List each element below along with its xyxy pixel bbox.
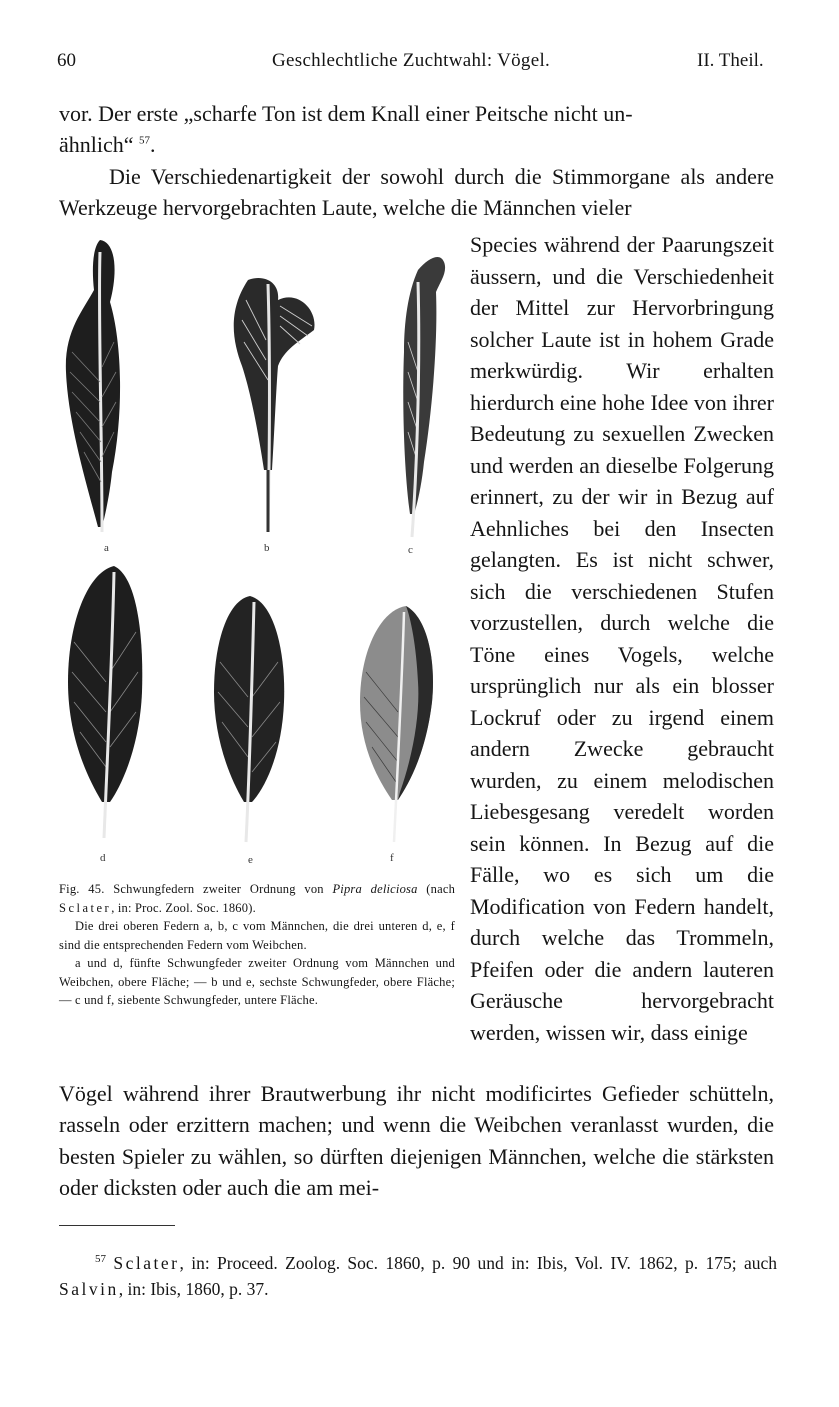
footnote-author-1: Sclater [113,1253,180,1273]
footnote-ref: 57 [139,134,151,147]
feather-a-illustration [58,232,138,542]
paragraph-intro: Die Verschiedenartigkeit der sowohl durch die Stimmorgane als andere Werkzeuge hervorgebrachten Laute, welche die Männchen vieler [59,163,774,220]
caption-author: Sclater [59,900,112,915]
feather-d-illustration [62,562,152,842]
figure-label-d: d [100,852,106,864]
caption-title: Schwungfedern zweiter Ordnung von [113,882,324,896]
top-text-block [59,98,774,223]
caption-source-post: , in: Proc. Zool. Soc. 1860). [111,900,256,915]
feather-c-illustration [388,252,458,542]
figure-caption [59,880,455,1010]
part-label: II. Theil. [697,50,764,71]
continued-end: . [150,132,156,158]
figure-label-e: e [248,854,253,866]
footnote-mark: 57 [95,1253,106,1266]
caption-species: Pipra deliciosa [332,882,418,896]
figure-label-b: b [264,542,270,554]
continued-text: vor. Der erste „scharfe Ton ist dem Knall einer Peitsche nicht un- [59,101,633,126]
feather-e-illustration [206,592,296,847]
feather-figure [58,232,462,874]
footnote-text-1: , in: Proceed. Zoolog. Soc. 1860, p. 90 und in: Ibis, Vol. IV. 1862, p. 175; auch [179,1253,778,1273]
wrapped-column [470,229,774,1048]
bottom-paragraph: Vögel während ihrer Brautwerbung ihr nicht modificirtes Gefieder schütteln, rasseln oder erzittern machen; und wenn die Weibchen veranlasst wurden, die besten Spieler zu wählen, so dürften diejenigen Männchen, welche die stärksten oder dicksten oder auch die am mei- [59,1081,774,1200]
figure-label-c: c [408,544,413,556]
caption-paragraph-2: Die drei oberen Federn a, b, c vom Männchen, die drei unteren d, e, f sind die entsprechenden Federn vom Weibchen. [59,919,455,952]
figure-label-a: a [104,542,109,554]
footnote-author-2: Salvin [59,1279,119,1299]
page-number: 60 [57,50,76,71]
caption-source-pre: (nach [426,882,456,896]
caption-fig-number: Fig. 45. [59,882,105,896]
bottom-text-block [59,1078,774,1203]
continued-line [59,98,774,161]
footnote-rule [59,1225,175,1226]
feather-f-illustration [354,602,444,847]
footnote [59,1250,777,1302]
running-title: Geschlechtliche Zuchtwahl: Vögel. [272,50,551,71]
footnote-text-2: , in: Ibis, 1860, p. 37. [118,1279,269,1299]
caption-paragraph-3: a und d, fünfte Schwungfeder zweiter Ordnung vom Männchen und Weibchen, obere Fläche; — b und e, sechste Schwungfeder, obere Fläche; — c und f, siebente Schwungfeder, untere Fläche. [59,956,455,1007]
wrapped-paragraph: Species während der Paarungszeit äussern, und die Verschiedenheit der Mittel zur Hervorbringung solcher Laute ist in hohem Grade merkwürdig. Wir erhalten hierdurch eine hohe Idee von ihrer Bedeutung zu sexuellen Zwecken und werden an dieselbe Folgerung erinnert, zu der wir in Bezug auf Aehnliches bei den Insecten gelangten. Es ist nicht schwer, sich die verschiedenen Stufen vorzustellen, durch welche die Töne eines Vogels, welche ursprünglich nur als ein blosser Lockruf oder zu irgend einem andern Zwecke gebraucht wurden, zu einem melodischen Liebesgesang veredelt worden sein können. In Bezug auf die Fälle, wo es sich um die Modification von Federn handelt, durch welche das Trommeln, Pfeifen oder die andern lauteren Geräusche hervorgebracht werden, wissen wir, dass einige [470,232,774,1045]
feather-b-illustration [218,270,328,540]
figure-label-f: f [390,852,394,864]
continued-word: ähnlich“ [59,132,134,158]
